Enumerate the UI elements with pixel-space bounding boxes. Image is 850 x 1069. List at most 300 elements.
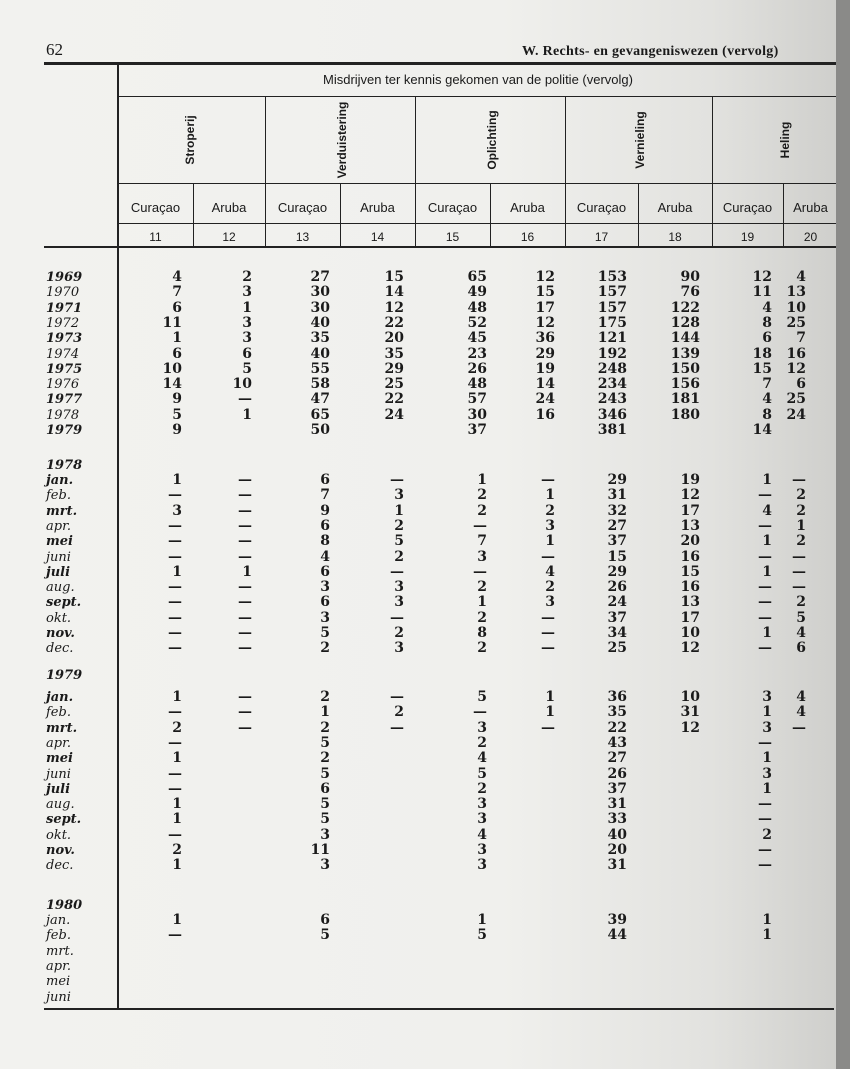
table-cell: — <box>758 609 772 626</box>
table-cell: — <box>390 563 404 580</box>
table-cell: 40 <box>607 826 627 843</box>
table-cell: 5 <box>320 765 330 782</box>
table-cell: 2 <box>477 502 487 519</box>
table-cell: 4 <box>796 689 806 705</box>
group-label-stroperij: Stroperij <box>183 115 197 165</box>
column-number: 20 <box>803 230 818 244</box>
table-cell: — <box>168 826 182 843</box>
table-cell: 16 <box>535 406 555 423</box>
table-cell: 7 <box>796 330 806 347</box>
table-cell: 9 <box>172 391 182 408</box>
table-cell: 25 <box>786 314 806 331</box>
table-cell: 44 <box>607 927 627 944</box>
table-cell: — <box>168 533 182 550</box>
table-cell: 16 <box>680 548 700 565</box>
table-cell: 37 <box>607 609 627 626</box>
table-cell: 16 <box>786 345 806 362</box>
table-cell: — <box>541 548 555 565</box>
table-cell: 4 <box>762 391 772 408</box>
row-label: mei <box>46 974 71 990</box>
table-cell: 45 <box>467 330 487 347</box>
table-cell: 55 <box>310 360 330 377</box>
table-cell: 3 <box>762 719 772 736</box>
sub-header-curacao: Curaçao <box>722 200 773 215</box>
sub-rule <box>118 223 838 224</box>
table-cell: — <box>758 487 772 504</box>
row-label: 1977 <box>46 392 83 408</box>
table-cell: 4 <box>477 826 487 843</box>
table-cell: 6 <box>796 640 806 657</box>
table-cell: 24 <box>384 406 404 423</box>
table-cell: — <box>238 625 252 641</box>
table-cell: 12 <box>535 314 555 331</box>
row-label: okt. <box>46 827 72 843</box>
table-cell: 6 <box>172 345 182 362</box>
row-label: 1979 <box>46 423 83 438</box>
table-cell: — <box>168 734 182 751</box>
table-cell: — <box>168 780 182 797</box>
table-cell: 37 <box>607 780 627 797</box>
table-cell: 6 <box>320 594 330 611</box>
table-cell: 27 <box>607 517 627 534</box>
row-label: mrt. <box>46 720 78 736</box>
row-label: 1976 <box>46 377 80 393</box>
row-label: 1970 <box>46 285 80 301</box>
sub-header-curacao: Curaçao <box>277 200 328 215</box>
table-cell: 1 <box>477 594 487 611</box>
table-cell: 5 <box>320 796 330 813</box>
table-cell: — <box>168 625 182 641</box>
table-cell: 3 <box>320 609 330 626</box>
table-cell: 2 <box>477 640 487 657</box>
group-label-heling: Heling <box>778 121 792 159</box>
table-cell: 32 <box>607 502 627 519</box>
bottom-rule <box>44 1008 834 1010</box>
table-cell: 4 <box>477 750 487 767</box>
table-cell: 12 <box>535 269 555 285</box>
table-cell: 12 <box>680 719 700 736</box>
table-cell: 52 <box>467 314 487 331</box>
table-cell: 346 <box>597 406 627 423</box>
table-cell: 139 <box>670 345 700 362</box>
table-cell: 1 <box>762 625 772 641</box>
table-cell: 7 <box>320 487 330 504</box>
table-cell: 17 <box>680 609 700 626</box>
table-cell: 20 <box>384 330 404 347</box>
table-cell: 37 <box>607 533 627 550</box>
table-cell: 5 <box>394 533 404 550</box>
table-cell: 248 <box>597 360 627 377</box>
table-cell: — <box>168 517 182 534</box>
table-cell: 2 <box>477 609 487 626</box>
table-cell: 25 <box>786 391 806 408</box>
table-cell: 5 <box>320 734 330 751</box>
row-label: juni <box>46 766 71 782</box>
sub-header-curacao: Curaçao <box>130 200 181 215</box>
table-cell: — <box>758 734 772 751</box>
table-cell: 12 <box>384 299 404 316</box>
table-cell: 8 <box>762 314 772 331</box>
table-cell: 150 <box>670 360 700 377</box>
table-cell: 39 <box>607 912 627 928</box>
table-cell: 25 <box>607 640 627 657</box>
table-cell: 1 <box>172 811 182 828</box>
table-cell: 29 <box>535 345 555 362</box>
table-cell: 5 <box>477 927 487 944</box>
table-cell: 1 <box>762 533 772 550</box>
table-cell: 2 <box>320 640 330 657</box>
table-cell: 2 <box>762 826 772 843</box>
sub-header-curacao: Curaçao <box>427 200 478 215</box>
table-cell: — <box>390 719 404 736</box>
table-cell: 48 <box>467 376 487 393</box>
header-rule <box>118 96 838 97</box>
table-cell: 35 <box>384 345 404 362</box>
table-cell: 6 <box>320 517 330 534</box>
column-number: 11 <box>149 230 162 244</box>
table-cell: 30 <box>310 299 330 316</box>
table-cell: 6 <box>172 299 182 316</box>
table-cell: 121 <box>597 330 627 347</box>
row-label: 1972 <box>46 315 80 331</box>
table-cell: — <box>168 594 182 611</box>
row-label: apr. <box>46 735 71 751</box>
table-cell: 3 <box>172 502 182 519</box>
table-cell: 3 <box>762 689 772 705</box>
table-cell: 24 <box>535 391 555 408</box>
table-cell: 1 <box>172 689 182 705</box>
table-cell: 1 <box>762 780 772 797</box>
table-cell: 3 <box>762 765 772 782</box>
table-cell: 37 <box>467 422 487 438</box>
table-cell: 1 <box>242 563 252 580</box>
table-cell: — <box>792 548 806 565</box>
table-cell: 23 <box>467 345 487 362</box>
table-cell: 36 <box>535 330 555 347</box>
table-cell: 1 <box>172 912 182 928</box>
row-label: mrt. <box>46 503 78 519</box>
running-head: W. Rechts- en gevangeniswezen (vervolg) <box>522 44 779 59</box>
row-label: feb. <box>46 705 71 721</box>
table-cell: 157 <box>597 299 627 316</box>
row-label: 1971 <box>46 300 83 316</box>
table-cell: 8 <box>320 533 330 550</box>
table-cell: 1 <box>242 406 252 423</box>
table-cell: — <box>473 563 487 580</box>
table-cell: — <box>541 609 555 626</box>
table-cell: 1 <box>320 704 330 721</box>
table-cell: 12 <box>680 487 700 504</box>
table-cell: 10 <box>680 689 700 705</box>
header-bottom-rule <box>44 246 836 248</box>
sub-header-aruba: Aruba <box>793 200 828 215</box>
table-cell: — <box>238 472 252 488</box>
table-cell: — <box>758 811 772 828</box>
table-cell: 27 <box>607 750 627 767</box>
table-cell: 11 <box>752 284 772 301</box>
table-cell: — <box>792 719 806 736</box>
table-cell: 1 <box>545 689 555 705</box>
table-cell: — <box>168 765 182 782</box>
table-cell: 10 <box>786 299 806 316</box>
table-cell: 2 <box>477 780 487 797</box>
table-cell: 31 <box>607 487 627 504</box>
table-cell: 2 <box>477 487 487 504</box>
sub-header-aruba: Aruba <box>510 200 545 215</box>
sub-header-aruba: Aruba <box>211 200 247 215</box>
row-label: 1969 <box>46 270 83 285</box>
table-cell: — <box>238 517 252 534</box>
group-divider <box>565 96 566 183</box>
table-cell: 31 <box>680 704 700 721</box>
table-cell: 10 <box>162 360 182 377</box>
table-cell: 17 <box>680 502 700 519</box>
table-cell: 2 <box>477 579 487 596</box>
table-cell: 4 <box>796 269 806 285</box>
table-cell: 24 <box>786 406 806 423</box>
table-cell: 381 <box>597 422 627 438</box>
table-cell: 19 <box>680 472 700 488</box>
table-cell: 5 <box>320 811 330 828</box>
table-cell: 1 <box>172 796 182 813</box>
column-number: 17 <box>594 230 609 244</box>
table-cell: 10 <box>232 376 252 393</box>
column-number: 19 <box>740 230 755 244</box>
table-cell: 1 <box>762 912 772 928</box>
table-cell: 1 <box>762 750 772 767</box>
group-label-vernieling: Vernieling <box>633 111 647 169</box>
table-cell: — <box>390 609 404 626</box>
table-cell: — <box>758 640 772 657</box>
table-cell: 36 <box>607 689 627 705</box>
table-cell: — <box>238 487 252 504</box>
table-cell: 4 <box>796 704 806 721</box>
row-label: feb. <box>46 488 71 504</box>
row-label: mei <box>46 534 73 550</box>
table-cell: 1 <box>172 857 182 874</box>
table-cell: 181 <box>670 391 700 408</box>
group-label-verduistering: Verduistering <box>335 101 349 179</box>
table-cell: 2 <box>394 548 404 565</box>
table-cell: 2 <box>242 269 252 285</box>
table-cell: 3 <box>477 842 487 858</box>
section-year: 1980 <box>46 898 83 913</box>
table-cell: 1 <box>762 704 772 721</box>
table-cell: 48 <box>467 299 487 316</box>
table-cell: 4 <box>172 269 182 285</box>
row-label: nov. <box>46 843 75 858</box>
table-cell: — <box>390 472 404 488</box>
table-cell: 5 <box>320 625 330 641</box>
table-cell: 9 <box>172 422 182 438</box>
table-cell: — <box>541 640 555 657</box>
row-label: 1974 <box>46 346 80 362</box>
table-cell: 3 <box>545 517 555 534</box>
table-cell: — <box>758 579 772 596</box>
table-cell: 6 <box>762 330 772 347</box>
table-cell: 11 <box>162 314 182 331</box>
table-cell: 2 <box>796 502 806 519</box>
row-label: jan. <box>46 690 74 705</box>
table-cell: 3 <box>394 640 404 657</box>
table-cell: 2 <box>477 734 487 751</box>
table-cell: 1 <box>172 472 182 488</box>
table-cell: — <box>473 704 487 721</box>
table-cell: 5 <box>477 689 487 705</box>
table-cell: 4 <box>320 548 330 565</box>
table-cell: 1 <box>172 563 182 580</box>
table-cell: 35 <box>607 704 627 721</box>
table-cell: 6 <box>796 376 806 393</box>
table-cell: — <box>168 640 182 657</box>
table-cell: — <box>390 689 404 705</box>
super-header: Misdrijven ter kennis gekomen van de politie (vervolg) <box>323 72 633 87</box>
table-cell: 144 <box>670 330 700 347</box>
row-label: juli <box>46 781 71 797</box>
table-cell: — <box>758 842 772 858</box>
table-cell: 3 <box>394 487 404 504</box>
table-cell: 27 <box>310 269 330 285</box>
table-cell: 11 <box>310 842 330 858</box>
table-cell: 9 <box>320 502 330 519</box>
table-cell: — <box>238 594 252 611</box>
table-cell: 3 <box>477 857 487 874</box>
table-cell: 22 <box>384 391 404 408</box>
table-cell: 12 <box>680 640 700 657</box>
table-cell: 29 <box>607 563 627 580</box>
table-cell: 2 <box>394 625 404 641</box>
column-number: 15 <box>445 230 460 244</box>
group-label-oplichting: Oplichting <box>485 110 499 170</box>
row-label: mrt. <box>46 943 74 959</box>
table-cell: 1 <box>172 750 182 767</box>
table-cell: — <box>758 857 772 874</box>
table-cell: 1 <box>242 299 252 316</box>
table-cell: — <box>541 625 555 641</box>
table-cell: 1 <box>762 927 772 944</box>
table-cell: 1 <box>796 517 806 534</box>
table-cell: 8 <box>762 406 772 423</box>
table-cell: 3 <box>477 548 487 565</box>
table-cell: 175 <box>597 314 627 331</box>
table-cell: 2 <box>172 842 182 858</box>
table-cell: — <box>758 548 772 565</box>
table-cell: — <box>238 391 252 408</box>
table-cell: — <box>758 594 772 611</box>
table-cell: 180 <box>670 406 700 423</box>
column-number: 14 <box>370 230 385 244</box>
table-cell: — <box>168 579 182 596</box>
table-cell: 17 <box>535 299 555 316</box>
table-cell: 3 <box>477 811 487 828</box>
table-cell: 13 <box>786 284 806 301</box>
table-cell: 31 <box>607 796 627 813</box>
table-cell: 13 <box>680 594 700 611</box>
table-cell: 157 <box>597 284 627 301</box>
page-number: 62 <box>46 40 63 59</box>
table-cell: 14 <box>162 376 182 393</box>
row-label: aug. <box>46 580 75 596</box>
group-divider <box>265 96 266 183</box>
table-cell: 22 <box>607 719 627 736</box>
top-rule <box>44 62 836 65</box>
table-cell: 6 <box>320 780 330 797</box>
table-cell: 90 <box>680 269 700 285</box>
table-cell: 2 <box>394 704 404 721</box>
table-cell: 47 <box>310 391 330 408</box>
table-cell: 4 <box>545 563 555 580</box>
table-cell: 15 <box>535 284 555 301</box>
table-cell: — <box>238 704 252 721</box>
table-cell: 29 <box>384 360 404 377</box>
table-cell: 1 <box>394 502 404 519</box>
table-cell: 20 <box>607 842 627 858</box>
row-label: jan. <box>46 913 71 928</box>
group-rule <box>118 183 838 184</box>
sub-header-curacao: Curaçao <box>576 200 627 215</box>
table-cell: 20 <box>680 533 700 550</box>
table-cell: 35 <box>310 330 330 347</box>
table-cell: 243 <box>597 391 627 408</box>
table-cell: 3 <box>320 579 330 596</box>
row-label: 1975 <box>46 361 83 377</box>
row-label: juni <box>46 989 71 1005</box>
table-cell: 30 <box>310 284 330 301</box>
row-label: dec. <box>46 641 74 657</box>
row-label: sept. <box>46 595 82 611</box>
table-cell: 57 <box>467 391 487 408</box>
table-cell: 33 <box>607 811 627 828</box>
table-cell: 1 <box>477 912 487 928</box>
table-cell: 22 <box>384 314 404 331</box>
table-cell: — <box>238 609 252 626</box>
table-cell: — <box>238 719 252 736</box>
row-label: dec. <box>46 858 74 874</box>
table-cell: 18 <box>752 345 772 362</box>
table-cell: — <box>168 609 182 626</box>
row-label: juli <box>46 564 71 580</box>
table-cell: — <box>238 548 252 565</box>
table-cell: 7 <box>477 533 487 550</box>
table-cell: 26 <box>467 360 487 377</box>
table-cell: 7 <box>762 376 772 393</box>
row-label: feb. <box>46 928 71 944</box>
table-cell: 4 <box>796 625 806 641</box>
row-label: nov. <box>46 626 75 641</box>
table-cell: 58 <box>310 376 330 393</box>
table-cell: 2 <box>394 517 404 534</box>
table-cell: 12 <box>786 360 806 377</box>
row-label: 1978 <box>46 407 80 423</box>
table-cell: 14 <box>384 284 404 301</box>
table-cell: 122 <box>670 299 700 316</box>
table-cell: 6 <box>320 563 330 580</box>
table-cell: 26 <box>607 579 627 596</box>
row-label: aug. <box>46 797 75 813</box>
column-number: 16 <box>520 230 535 244</box>
sub-header-aruba: Aruba <box>657 200 693 215</box>
table-cell: 2 <box>545 502 555 519</box>
table-cell: 14 <box>535 376 555 393</box>
table-cell: 3 <box>394 579 404 596</box>
group-divider <box>712 96 713 183</box>
table-cell: 2 <box>320 750 330 767</box>
table-cell: — <box>541 719 555 736</box>
table-cell: 26 <box>607 765 627 782</box>
table-cell: 31 <box>607 857 627 874</box>
table-cell: 4 <box>762 299 772 316</box>
table-cell: 3 <box>394 594 404 611</box>
